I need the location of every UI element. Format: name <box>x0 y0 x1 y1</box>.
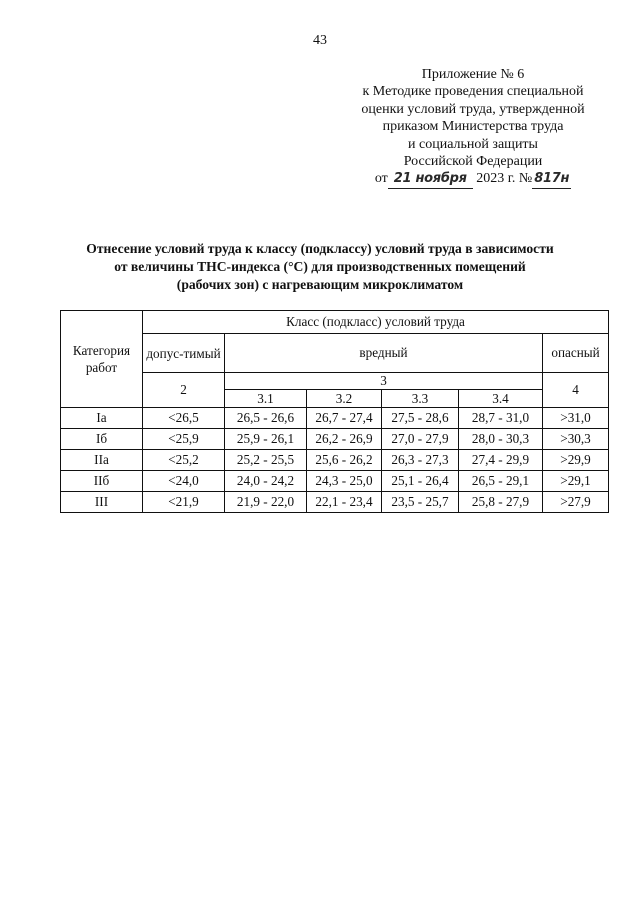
table-row <box>61 429 609 450</box>
header-dangerous: опасный <box>543 334 609 373</box>
cell-class-2: <26,5 <box>143 408 225 429</box>
document-title <box>40 240 600 294</box>
cell-class-3-3: 25,1 - 26,4 <box>382 471 459 492</box>
appendix-line: к Методике проведения специальной <box>362 84 584 100</box>
cell-class-3-1: 25,9 - 26,1 <box>225 429 307 450</box>
header-class-2: 2 <box>143 373 225 408</box>
header-subclass-3-4: 3.4 <box>459 390 543 408</box>
cell-class-3-1: 26,5 - 26,6 <box>225 408 307 429</box>
appendix-line: Приложение № 6 <box>421 67 525 82</box>
date-prefix: от <box>374 171 388 187</box>
cell-category: Iб <box>61 429 143 450</box>
cell-class-3-4: 28,0 - 30,3 <box>459 429 543 450</box>
table-row <box>61 408 609 429</box>
cell-class-3-3: 23,5 - 25,7 <box>382 492 459 513</box>
cell-class-4: >31,0 <box>543 408 609 429</box>
cell-class-2: <24,0 <box>143 471 225 492</box>
title-line: Отнесение условий труда к классу (подклассу) условий труда в зависимости <box>86 241 554 256</box>
handwritten-date: 21 ноября <box>388 170 473 188</box>
header-subclass-3-2: 3.2 <box>307 390 382 408</box>
date-year: 2023 г. № <box>476 171 533 187</box>
table-row <box>61 471 609 492</box>
cell-class-2: <21,9 <box>143 492 225 513</box>
classification-table <box>60 310 609 513</box>
cell-class-3-1: 25,2 - 25,5 <box>225 450 307 471</box>
cell-category: IIa <box>61 450 143 471</box>
title-line: (рабочих зон) с нагревающим микроклиматом <box>176 277 464 292</box>
header-subclass-3-3: 3.3 <box>382 390 459 408</box>
cell-category: Ia <box>61 408 143 429</box>
header-class-3: 3 <box>225 373 543 390</box>
cell-class-3-2: 25,6 - 26,2 <box>307 450 382 471</box>
cell-class-3-1: 24,0 - 24,2 <box>225 471 307 492</box>
cell-category: IIб <box>61 471 143 492</box>
header-class-4: 4 <box>543 373 609 408</box>
cell-class-2: <25,9 <box>143 429 225 450</box>
cell-class-3-2: 26,7 - 27,4 <box>307 408 382 429</box>
header-subclass-3-1: 3.1 <box>225 390 307 408</box>
table-header-row <box>61 311 609 334</box>
appendix-line: и социальной защиты <box>408 136 538 152</box>
table-row <box>61 450 609 471</box>
cell-class-2: <25,2 <box>143 450 225 471</box>
cell-class-4: >27,9 <box>543 492 609 513</box>
cell-class-3-3: 26,3 - 27,3 <box>382 450 459 471</box>
order-date-line <box>318 170 628 188</box>
table-row <box>61 492 609 513</box>
cell-class-3-3: 27,5 - 28,6 <box>382 408 459 429</box>
cell-class-3-4: 27,4 - 29,9 <box>459 450 543 471</box>
appendix-header <box>318 66 628 189</box>
cell-class-3-2: 22,1 - 23,4 <box>307 492 382 513</box>
cell-class-3-4: 28,7 - 31,0 <box>459 408 543 429</box>
header-harmful: вредный <box>225 334 543 373</box>
title-line: от величины ТНС-индекса (°С) для производственных помещений <box>114 259 526 274</box>
cell-class-3-2: 26,2 - 26,9 <box>307 429 382 450</box>
header-category: Категория работ <box>61 311 143 408</box>
cell-class-4: >29,9 <box>543 450 609 471</box>
table-header-row <box>61 334 609 373</box>
cell-class-3-1: 21,9 - 22,0 <box>225 492 307 513</box>
header-class-group: Класс (подкласс) условий труда <box>143 311 609 334</box>
header-admissible: допус-тимый <box>143 334 225 373</box>
appendix-line: приказом Министерства труда <box>382 119 564 135</box>
page-number: 43 <box>313 33 327 48</box>
cell-class-3-3: 27,0 - 27,9 <box>382 429 459 450</box>
cell-class-4: >29,1 <box>543 471 609 492</box>
cell-category: III <box>61 492 143 513</box>
table-header-row <box>61 373 609 390</box>
cell-class-3-4: 25,8 - 27,9 <box>459 492 543 513</box>
appendix-line: Российской Федерации <box>403 154 543 170</box>
cell-class-4: >30,3 <box>543 429 609 450</box>
cell-class-3-4: 26,5 - 29,1 <box>459 471 543 492</box>
appendix-line: оценки условий труда, утвержденной <box>361 101 585 117</box>
cell-class-3-2: 24,3 - 25,0 <box>307 471 382 492</box>
handwritten-order-number: 817н <box>532 170 571 188</box>
